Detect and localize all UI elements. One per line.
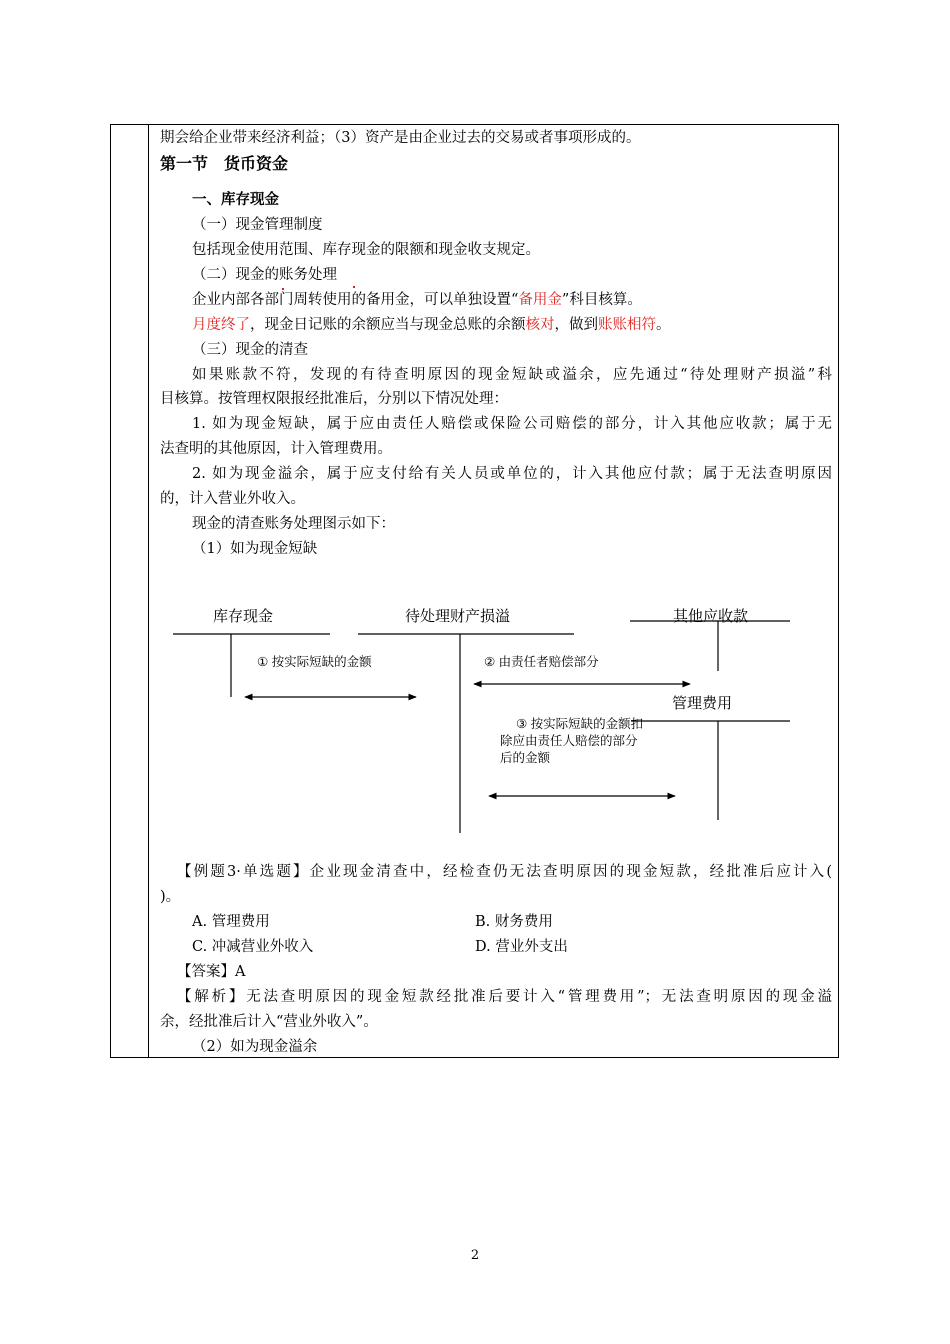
text-segment: 企业内部各部门周转使用的备用金，可以单独设置“ xyxy=(192,292,519,308)
diagram-note-3-line1: ③ 按实际短缺的金额扣 xyxy=(516,717,644,731)
text-line: 法查明的其他原因，计入管理费用。 xyxy=(160,441,392,457)
text-segment: ”科目核算。 xyxy=(561,292,642,308)
highlight-text: 核对 xyxy=(525,317,555,333)
account-label-cash: 库存现金 xyxy=(213,608,274,625)
heading-cash-management: （一）现金管理制度 xyxy=(192,217,323,233)
diagram-note-3-line2: 除应由责任人赔偿的部分 xyxy=(500,734,638,748)
option-b: B. 财务费用 xyxy=(475,914,553,930)
page-number: 2 xyxy=(470,1248,480,1263)
text-line: 1. 如为现金短缺，属于应由责任人赔偿或保险公司赔偿的部分，计入其他应收款；属于无 xyxy=(192,416,832,432)
highlight-text: 月度终了 xyxy=(192,317,250,333)
analysis-cont: 余，经批准后计入“营业外收入”。 xyxy=(160,1014,378,1030)
account-label-admin-expense: 管理费用 xyxy=(672,695,733,712)
analysis: 【解析】无法查明原因的现金短款经批准后要计入“管理费用”；无法查明原因的现金溢 xyxy=(177,989,832,1005)
option-a: A. 管理费用 xyxy=(192,914,270,930)
section-title: 第一节 货币资金 xyxy=(160,154,289,173)
text-line: 现金的清查账务处理图示如下： xyxy=(192,516,395,532)
highlight-text: 备用金 xyxy=(518,292,562,308)
option-d: D. 营业外支出 xyxy=(475,939,568,955)
text-segment: ，现金日记账的余额应当与现金总账的余额 xyxy=(250,317,526,333)
text-segment: ，做到 xyxy=(554,317,598,333)
text-segment: 。 xyxy=(656,317,671,333)
diagram-note-1: ① 按实际短缺的金额 xyxy=(257,655,372,669)
text-line: 2. 如为现金溢余，属于应支付给有关人员或单位的，计入其他应付款；属于无法查明原因 xyxy=(192,466,832,482)
text-line: （1）如为现金短缺 xyxy=(192,541,318,557)
heading-cash-accounting: （二）现金的账务处理 xyxy=(192,267,337,283)
text-line: 包括现金使用范围、库存现金的限额和现金收支规定。 xyxy=(192,242,540,258)
answer: 【答案】A xyxy=(177,964,246,980)
sub-title: 一、库存现金 xyxy=(192,192,279,208)
option-c: C. 冲减营业外收入 xyxy=(192,939,314,955)
text-line: 如果账款不符，发现的有待查明原因的现金短缺或溢余，应先通过“待处理财产损溢”科 xyxy=(192,367,832,383)
text-line: （2）如为现金溢余 xyxy=(192,1039,318,1055)
example-question-end: )。 xyxy=(160,889,181,905)
text-line: 的，计入营业外收入。 xyxy=(160,491,305,507)
text-line: 目核算。按管理权限报经批准后，分别以下情况处理： xyxy=(160,391,508,407)
highlight-text: 账账相符 xyxy=(598,317,656,333)
account-label-pending: 待处理财产损溢 xyxy=(405,608,511,625)
example-question: 【例题3·单选题】企业现金清查中，经检查仍无法查明原因的现金短款，经批准后应计入( xyxy=(177,864,832,880)
text-line: 期会给企业带来经济利益；（3）资产是由企业过去的交易或者事项形成的。 xyxy=(160,130,641,146)
diagram-note-2: ② 由责任者赔偿部分 xyxy=(484,655,599,669)
heading-cash-check: （三）现金的清查 xyxy=(192,342,308,358)
diagram-note-3-line3: 后的金额 xyxy=(500,751,551,765)
account-label-other-receivable: 其他应收款 xyxy=(673,608,749,625)
